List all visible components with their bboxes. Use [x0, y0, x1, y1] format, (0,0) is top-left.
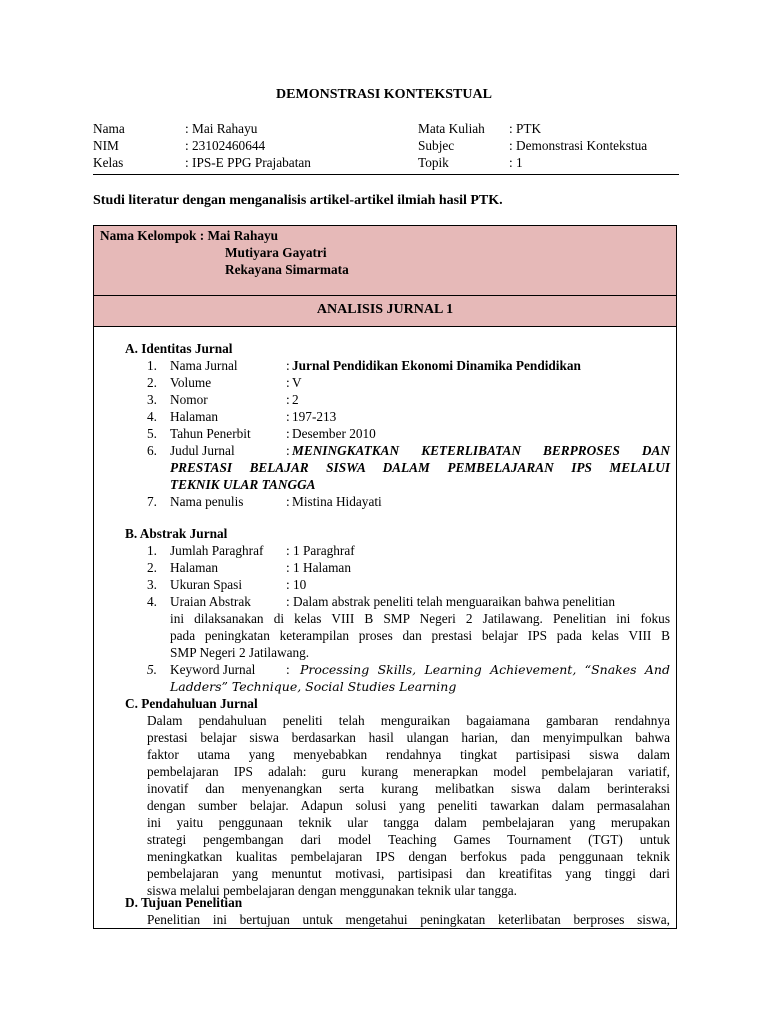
list-num: 3. [147, 392, 157, 407]
info-label: Kelas [93, 155, 124, 170]
info-value: : Mai Rahayu [185, 121, 258, 136]
list-num: 4. [147, 594, 157, 609]
list-label: Volume [170, 375, 212, 390]
info-label: Topik [418, 155, 449, 170]
abstract-line: ini dilaksanakan di kelas VIII B SMP Negeri 2 Jatilawang. Penelitian ini fokus [170, 611, 670, 626]
list-sep: : [286, 375, 290, 390]
info-label: Nama [93, 121, 125, 136]
list-value: 197-213 [292, 409, 337, 424]
info-row [93, 155, 679, 172]
list-label: Judul Jurnal [170, 443, 235, 458]
journal-title-line: TEKNIK ULAR TANGGA [170, 477, 316, 492]
section-d-title: D. Tujuan Penelitian [125, 895, 243, 910]
list-num: 1. [147, 358, 157, 373]
list-num: 2. [147, 375, 157, 390]
info-row [93, 121, 679, 138]
list-label: Nama penulis [170, 494, 244, 509]
list-sep: : [286, 662, 290, 677]
group-label: Nama Kelompok : Mai Rahayu [100, 228, 279, 243]
group-member: Rekayana Simarmata [225, 262, 349, 277]
paragraph-line: prestasi belajar siswa berdasarkan hasil ulangan harian, dan menyimpulkan bahwa [147, 730, 670, 745]
list-value: Mistina Hidayati [292, 494, 382, 509]
divider-line [93, 174, 679, 175]
list-label: Jumlah Paraghraf [170, 543, 264, 558]
analysis-title-bar [94, 296, 676, 327]
paragraph-line: siswa melalui pembelajaran dengan menggunakan teknik ular tangga. [147, 883, 517, 898]
analysis-box [93, 225, 677, 929]
list-label: Keyword Jurnal [170, 662, 256, 677]
section-c-title: C. Pendahuluan Jurnal [125, 696, 258, 711]
group-panel [94, 226, 676, 296]
list-value: : Dalam abstrak peneliti telah menguaraikan bahwa penelitian [286, 594, 615, 609]
list-num: 6. [147, 443, 157, 458]
list-value: Desember 2010 [292, 426, 376, 441]
list-num: 1. [147, 543, 157, 558]
paragraph-line: faktor utama yang menyebabkan rendahnya tingkat partisipasi siswa dalam [147, 747, 670, 762]
journal-title-line: MENINGKATKAN KETERLIBATAN BERPROSES DAN [292, 443, 670, 458]
list-sep: : [286, 494, 290, 509]
list-num: 4. [147, 409, 157, 424]
info-value: : 23102460644 [185, 138, 266, 153]
info-value: : Demonstrasi Kontekstua [509, 138, 648, 153]
list-sep: : [286, 392, 290, 407]
list-label: Halaman [170, 560, 218, 575]
paragraph-line: meningkatkan kualitas pembelajaran IPS dengan berfokus pada penggunaan teknik [147, 849, 670, 864]
paragraph-line: inovatif dan menyenangkan serta kurang melibatkan siswa dalam berinteraksi [147, 781, 670, 796]
abstract-line: SMP Negeri 2 Jatilawang. [170, 645, 310, 660]
journal-title-line: PRESTASI BELAJAR SISWA DALAM PEMBELAJARAN IPS MELALUI [170, 460, 670, 475]
list-num: 5. [147, 426, 157, 441]
keyword-line: Ladders” Technique, Social Studies Learning [170, 679, 457, 694]
section-a-title: A. Identitas Jurnal [125, 341, 233, 356]
info-label: NIM [93, 138, 119, 153]
list-num: 3. [147, 577, 157, 592]
list-label: Ukuran Spasi [170, 577, 243, 592]
list-value: : 1 Paraghraf [286, 543, 355, 558]
info-row [93, 138, 679, 155]
info-value: : PTK [509, 121, 542, 136]
paragraph-line: strategi pengembangan dari model Teaching Games Tournament (TGT) untuk [147, 832, 670, 847]
abstract-line: pada peningkatan keterampilan proses dan prestasi belajar IPS pada kelas VIII B [170, 628, 670, 643]
paragraph-line: pembelajaran yang menuntut motivasi, partisipasi dan kreatifitas yang tinggi dari [147, 866, 670, 881]
info-value: : 1 [509, 155, 523, 170]
section-heading: Studi literatur dengan menganalisis artikel-artikel ilmiah hasil PTK. [93, 193, 503, 208]
list-label: Halaman [170, 409, 218, 424]
list-value: : 1 Halaman [286, 560, 351, 575]
list-value: : 10 [286, 577, 307, 592]
paragraph-line: dengan sumber belajar. Adapun solusi yang peneliti tawarkan dalam permasalahan [147, 798, 670, 813]
list-sep: : [286, 409, 290, 424]
list-value: 2 [292, 392, 299, 407]
paragraph-line: ini yaitu penggunaan teknik ular tangga dalam pembelajaran yang merupakan [147, 815, 670, 830]
list-num: 2. [147, 560, 157, 575]
list-label: Nama Jurnal [170, 358, 238, 373]
list-label: Nomor [170, 392, 208, 407]
document-title: DEMONSTRASI KONTEKSTUAL [276, 87, 492, 102]
list-num: 5. [147, 662, 157, 677]
list-label: Uraian Abstrak [170, 594, 251, 609]
section-b-title: B. Abstrak Jurnal [125, 526, 228, 541]
list-num: 7. [147, 494, 157, 509]
info-label: Mata Kuliah [418, 121, 485, 136]
analysis-title: ANALISIS JURNAL 1 [316, 302, 454, 317]
list-sep: : [286, 443, 290, 458]
list-value: Jurnal Pendidikan Ekonomi Dinamika Pendidikan [292, 358, 581, 373]
list-label: Tahun Penerbit [170, 426, 251, 441]
paragraph-line: pembelajaran IPS adalah: guru kurang menerapkan model pembelajaran variatif, [147, 764, 670, 779]
list-sep: : [286, 358, 290, 373]
list-sep: : [286, 426, 290, 441]
paragraph-line: Dalam pendahuluan peneliti telah menguraikan bagaiamana gambaran rendahnya [147, 713, 670, 728]
paragraph-line: Penelitian ini bertujuan untuk mengetahui peningkatan keterlibatan berproses siswa, [147, 912, 670, 927]
info-label: Subjec [418, 138, 455, 153]
list-value: V [292, 375, 302, 390]
info-value: : IPS-E PPG Prajabatan [185, 155, 311, 170]
keyword-line: Processing Skills, Learning Achievement, “Snakes And [300, 662, 670, 677]
group-member: Mutiyara Gayatri [225, 245, 327, 260]
